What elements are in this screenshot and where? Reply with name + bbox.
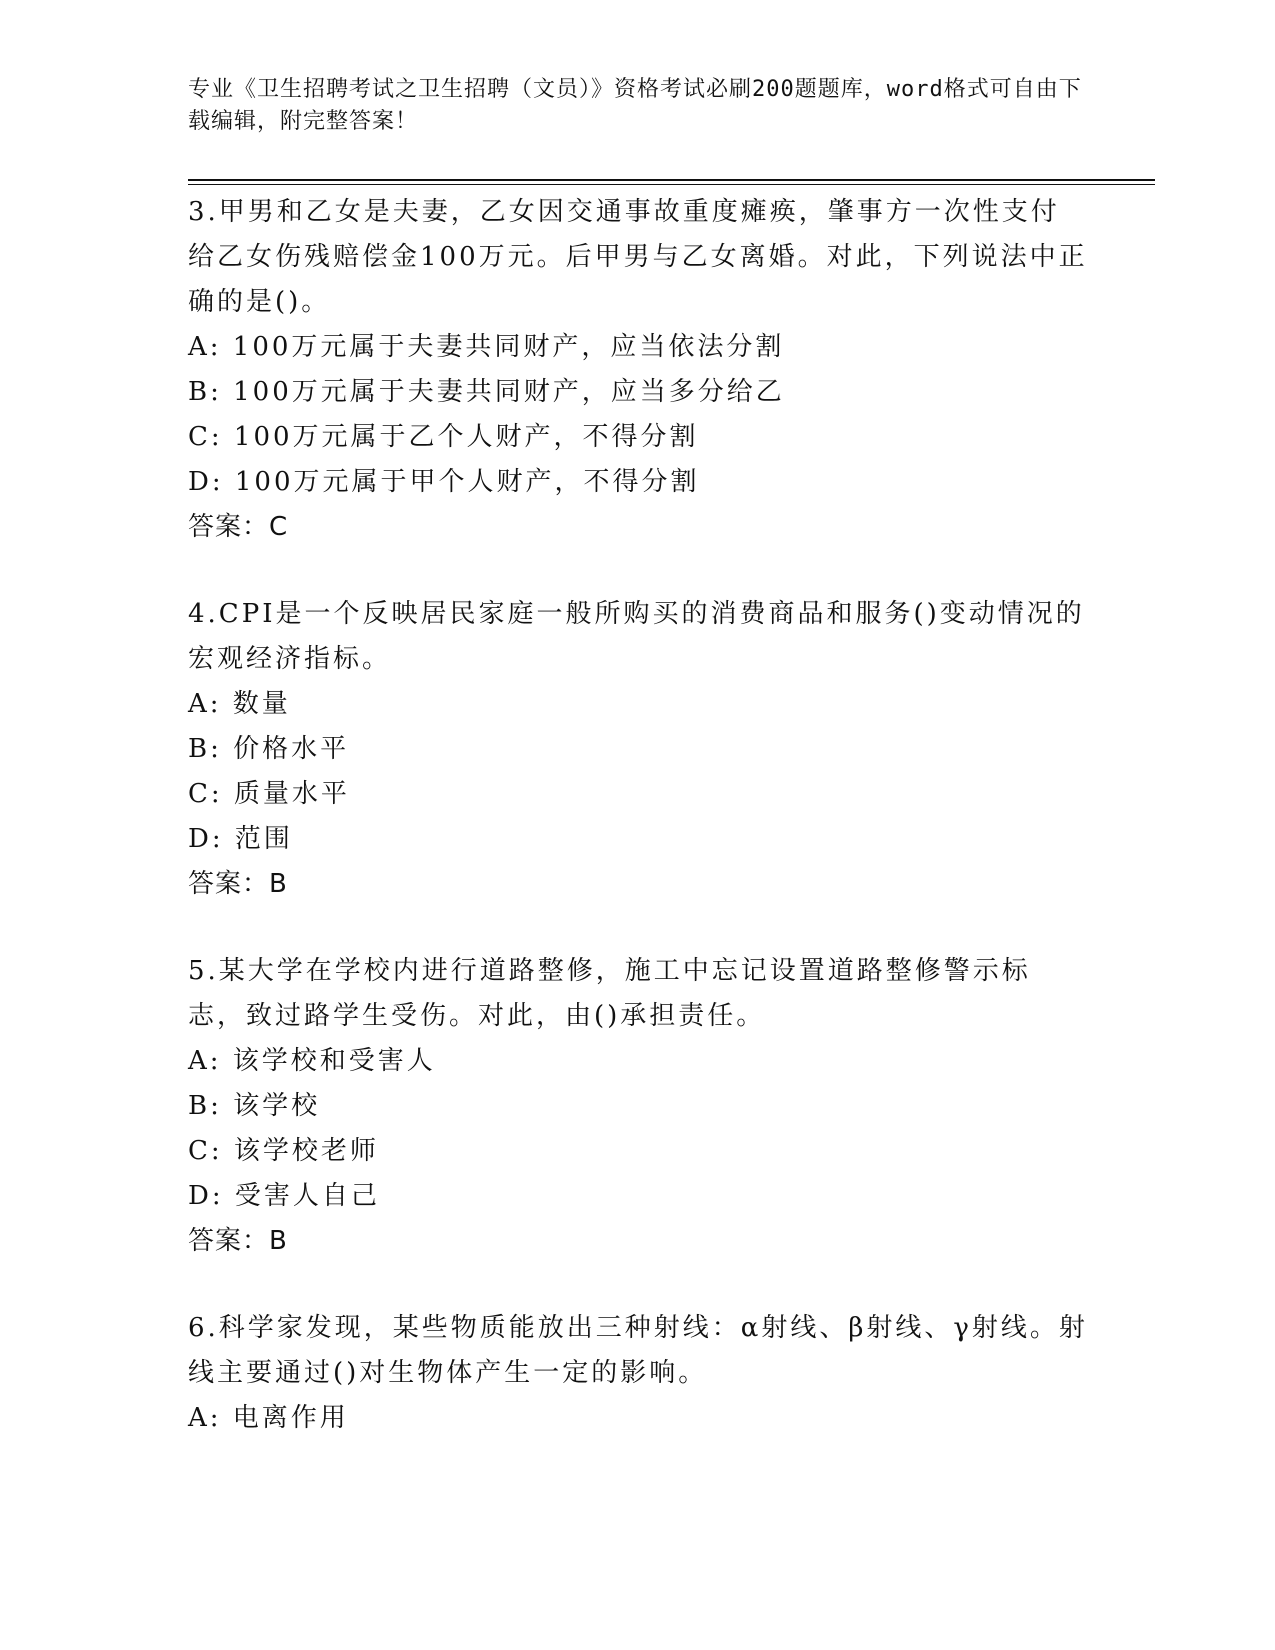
header-divider <box>188 179 1155 181</box>
option-a: A: 100万元属于夫妻共同财产，应当依法分割 <box>188 332 785 362</box>
option-b: B: 该学校 <box>188 1091 321 1121</box>
option-c: C: 质量水平 <box>188 779 350 809</box>
option-a: A: 电离作用 <box>188 1403 349 1433</box>
option-c: C: 100万元属于乙个人财产，不得分割 <box>188 422 699 452</box>
question-5 <box>188 949 1088 1264</box>
question-6 <box>188 1306 1088 1441</box>
answer-line: 答案：B <box>188 869 288 899</box>
option-b: B: 价格水平 <box>188 734 350 764</box>
option-a: A: 该学校和受害人 <box>188 1046 436 1076</box>
question-stem: 6.科学家发现，某些物质能放出三种射线：α射线、β射线、γ射线。射线主要通过()对生物体产生一定的影响。 <box>188 1313 1088 1388</box>
answer-line: 答案：B <box>188 1226 288 1256</box>
option-d: D: 100万元属于甲个人财产，不得分割 <box>188 467 700 497</box>
question-list <box>188 190 1088 1483</box>
option-d: D: 受害人自己 <box>188 1181 380 1211</box>
question-stem: 3.甲男和乙女是夫妻，乙女因交通事故重度瘫痪，肇事方一次性支付给乙女伤残赔偿金100万元。后甲男与乙女离婚。对此，下列说法中正确的是()。 <box>188 197 1088 317</box>
question-3 <box>188 190 1088 550</box>
option-b: B: 100万元属于夫妻共同财产，应当多分给乙 <box>188 377 785 407</box>
answer-line: 答案：C <box>188 512 289 542</box>
question-4 <box>188 592 1088 907</box>
option-d: D: 范围 <box>188 824 293 854</box>
option-c: C: 该学校老师 <box>188 1136 379 1166</box>
document-header: 专业《卫生招聘考试之卫生招聘（文员）》资格考试必刷200题题库，word格式可自由下载编辑，附完整答案！ <box>188 77 1082 134</box>
option-a: A: 数量 <box>188 689 291 719</box>
question-stem: 5.某大学在学校内进行道路整修，施工中忘记设置道路整修警示标志，致过路学生受伤。对此，由()承担责任。 <box>188 956 1031 1031</box>
question-stem: 4.CPI是一个反映居民家庭一般所购买的消费商品和服务()变动情况的宏观经济指标。 <box>188 599 1085 674</box>
header-divider-thin <box>188 184 1155 185</box>
